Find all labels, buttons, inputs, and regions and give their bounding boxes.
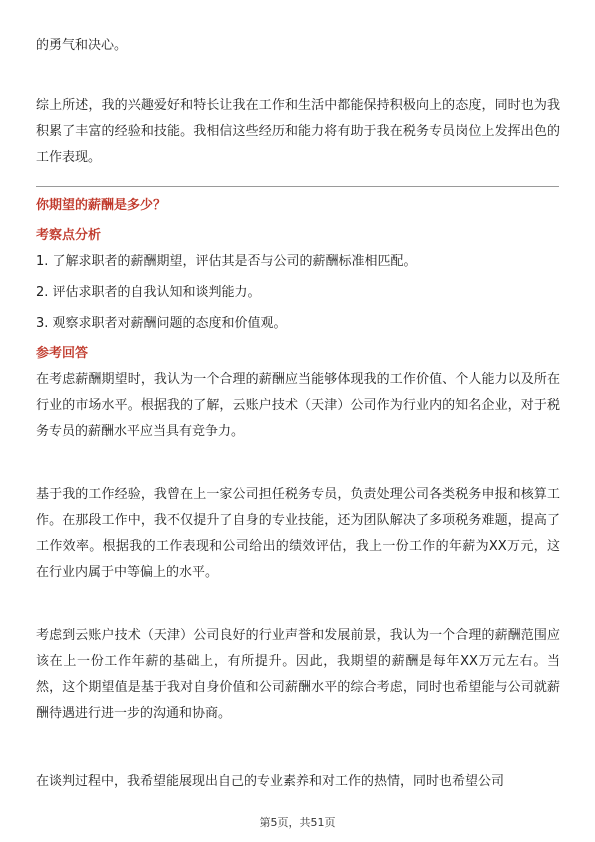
intro-tail-text: 的勇气和决心。: [36, 38, 128, 53]
answer-heading: 参考回答: [36, 346, 89, 361]
summary-paragraph: 综上所述，我的兴趣爱好和特长让我在工作和生活中都能保持积极向上的态度，同时也为我积累了丰富的经验和技能。我相信这些经历和能力将有助于我在税务专员岗位上发挥出色的工作表现。: [36, 98, 560, 165]
answer-paragraph: 在谈判过程中，我希望能展现出自己的专业素养和对工作的热情，同时也希望公司: [36, 774, 505, 789]
analysis-item: 2. 评估求职者的自我认知和谈判能力。: [36, 285, 261, 300]
answer-paragraph: 考虑到云账户技术（天津）公司良好的行业声誉和发展前景，我认为一个合理的薪酬范围应该在上一份工作年薪的基础上，有所提升。因此，我期望的薪酬是每年XX万元左右。当然，这个期望值是基于我对自身价值和公司薪酬水平的综合考虑，同时也希望能与公司就薪酬待遇进行进一步的沟通和协商。: [36, 628, 560, 721]
analysis-item: 3. 观察求职者对薪酬问题的态度和价值观。: [36, 316, 287, 331]
page-number: 第5页，共51页: [259, 816, 336, 829]
analysis-heading: 考察点分析: [36, 228, 102, 243]
section-divider: [36, 186, 559, 187]
answer-paragraph: 基于我的工作经验，我曾在上一家公司担任税务专员，负责处理公司各类税务申报和核算工作。在那段工作中，我不仅提升了自身的专业技能，还为团队解决了多项税务难题，提高了工作效率。根据我的工作表现和公司给出的绩效评估，我上一份工作的年薪为XX万元，这在行业内属于中等偏上的水平。: [36, 487, 560, 580]
question-heading: 你期望的薪酬是多少？: [36, 198, 167, 213]
analysis-item: 1. 了解求职者的薪酬期望，评估其是否与公司的薪酬标准相匹配。: [36, 254, 417, 269]
answer-paragraph: 在考虑薪酬期望时，我认为一个合理的薪酬应当能够体现我的工作价值、个人能力以及所在行业的市场水平。根据我的了解，云账户技术（天津）公司作为行业内的知名企业，对于税务专员的薪酬水平应当具有竞争力。: [36, 372, 560, 439]
